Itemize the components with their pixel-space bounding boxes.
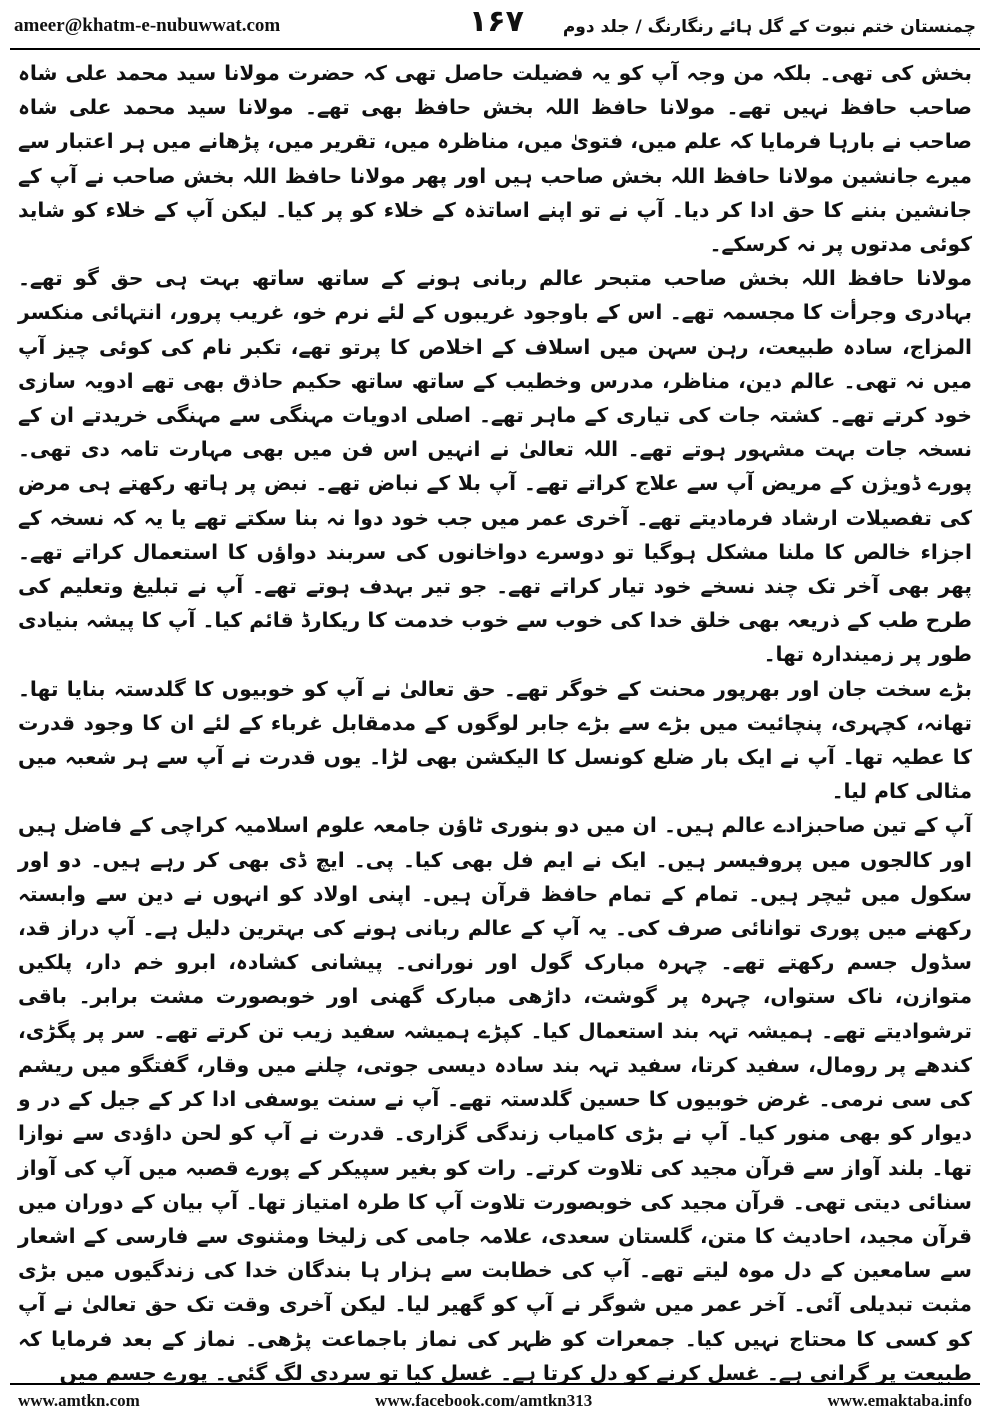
page-body [18,56,972,1385]
paragraph-1: بخش کی تھی۔ بلکہ من وجہ آپ کو یہ فضیلت حاصل تھی کہ حضرت مولانا سید محمد علی شاہ صاحب حافظ نہیں تھے۔ مولانا حافظ اللہ بخش حافظ بھی تھے۔ مولانا سید محمد علی شاہ صاحب نے بارہا فرمایا کہ علم میں، فتویٰ میں، مناظرہ میں، تقریر میں، پڑھانے میں ہر اعتبار سے میرے جانشین مولانا حافظ اللہ بخش صاحب ہیں اور پھر مولانا حافظ اللہ بخش صاحب نے آپ کے جانشین بننے کا حق ادا کر دیا۔ آپ نے تو اپنے اساتذہ کے خلاء کو پر کیا۔ لیکن آپ کے خلاء کو شاید کوئی مدتوں پر نہ کرسکے۔ [18,61,972,257]
footer-link-emaktaba[interactable]: www.emaktaba.info [827,1391,972,1410]
page-footer [18,1386,972,1416]
book-title: چمنستان ختم نبوت کے گل ہائے رنگارنگ / جلد دوم [562,16,976,37]
page-number: ۱۶۷ [469,4,524,39]
page-header [14,6,976,46]
paragraph-4: آپ کے تین صاحبزادے عالم ہیں۔ ان میں دو بنوری ٹاؤن جامعہ علوم اسلامیہ کراچی کے فاضل ہیں اور کالجوں میں پروفیسر ہیں۔ ایک نے ایم فل بھی کیا۔ پی۔ ایچ ڈی بھی کر رہے ہیں۔ دو اور سکول میں ٹیچر ہیں۔ تمام کے تمام حافظ قرآن ہیں۔ اپنی اولاد کو انہوں نے دین سے وابستہ رکھنے میں پوری توانائی صرف کی۔ یہ آپ کے عالم ربانی ہونے کی بہترین دلیل ہے۔ آپ دراز قد، سڈول جسم رکھتے تھے۔ چہرہ مبارک گول اور نورانی۔ پیشانی کشادہ، ابرو خم دار، پلکیں متوازن، ناک ستواں، چہرہ پر گوشت، داڑھی مبارک گھنی اور خوبصورت مشت برابر۔ باقی ترشوادیتے تھے۔ ہمیشہ تہہ بند استعمال کیا۔ کپڑے ہمیشہ سفید زیب تن کرتے تھے۔ سر پر پگڑی، کندھے پر رومال، سفید کرتا، سفید تہہ بند سادہ دیسی جوتی، چلنے میں وقار، گفتگو میں ریشم کی سی نرمی۔ غرض خوبیوں کا حسین گلدستہ تھے۔ آپ نے سنت یوسفی ادا کر کے جیل کے در و دیوار کو بھی منور کیا۔ آپ نے بڑی کامیاب زندگی گزاری۔ قدرت نے آپ کو لحن داؤدی سے نوازا تھا۔ بلند آواز سے قرآن مجید کی تلاوت کرتے۔ رات کو بغیر سپیکر کے پورے قصبہ میں آپ کی آواز سنائی دیتی تھی۔ قرآن مجید کی خوبصورت تلاوت آپ کا طرہ امتیاز تھا۔ آپ بیان کے دوران میں قرآن مجید، احادیث کا متن، گلستان سعدی، علامہ جامی کی زلیخا ومثنوی سے فارسی کے اشعار سے سامعین کے دل موہ لیتے تھے۔ آپ کی خطابت سے ہزار ہا بندگان خدا کی زندگیوں میں بڑی مثبت تبدیلی آئی۔ آخر عمر میں شوگر نے آپ کو گھیر لیا۔ لیکن آخری وقت تک حق تعالیٰ نے آپ کو کسی کا محتاج نہیں کیا۔ جمعرات کو ظہر کی نماز باجماعت پڑھی۔ نماز کے بعد فرمایا کہ طبیعت پر گرانی ہے۔ غسل کرنے کو دل کرتا ہے۔ غسل کیا تو سردی لگ گئی۔ پورے جسم میں [18,813,972,1385]
header-email: ameer@khatm-e-nubuwwat.com [14,15,281,36]
header-divider [10,48,980,50]
footer-link-amtkn[interactable]: www.amtkn.com [18,1391,140,1410]
footer-link-facebook[interactable]: www.facebook.com/amtkn313 [375,1391,593,1410]
paragraph-2: مولانا حافظ اللہ بخش صاحب متبحر عالم ربانی ہونے کے ساتھ ساتھ بہت ہی حق گو تھے۔ بہادری وجرأت کا مجسمہ تھے۔ اس کے باوجود غریبوں کے لئے نرم خو، غریب پرور، انتہائی منکسر المزاج، سادہ طبیعت، رہن سہن میں اسلاف کے اخلاص کا پرتو تھے، تکبر نام کی کوئی چیز آپ میں نہ تھی۔ عالم دین، مناظر، مدرس وخطیب کے ساتھ ساتھ حکیم حاذق بھی تھے ادویہ سازی خود کرتے تھے۔ کشتہ جات کی تیاری کے ماہر تھے۔ اصلی ادویات مہنگی سے مہنگی خریدتے ان کے نسخہ جات بہت مشہور ہوتے تھے۔ اللہ تعالیٰ نے انہیں اس فن میں بھی مہارت تامہ دی تھی۔ پورے ڈویژن کے مریض آپ سے علاج کراتے تھے۔ آپ بلا کے نباض تھے۔ نبض پر ہاتھ رکھتے ہی مرض کی تفصیلات ارشاد فرمادیتے تھے۔ آخری عمر میں جب خود دوا نہ بنا سکتے تھے یا یہ کہ نسخہ کے اجزاء خالص کا ملنا مشکل ہوگیا تو دوسرے دواخانوں کی سربند دواؤں کا استعمال کراتے تھے۔ پھر بھی آخر تک چند نسخے خود تیار کراتے تھے۔ جو تیر بہدف ہوتے تھے۔ آپ نے تبلیغ وتعلیم کی طرح طب کے ذریعہ بھی خلق خدا کی خوب سے خوب خدمت کا ریکارڈ قائم کیا۔ آپ کا پیشہ بنیادی طور پر زمیندارہ تھا۔ [18,266,972,667]
paragraph-3: بڑے سخت جان اور بھرپور محنت کے خوگر تھے۔ حق تعالیٰ نے آپ کو خوبیوں کا گلدستہ بنایا تھا۔ تھانہ، کچہری، پنچائیت میں بڑے سے بڑے جابر لوگوں کے مدمقابل غرباء کے لئے ان کا وجود قدرت کا عطیہ تھا۔ آپ نے ایک بار ضلع کونسل کا الیکشن بھی لڑا۔ یوں قدرت نے آپ سے ہر شعبہ میں مثالی کام لیا۔ [18,676,972,804]
footer-divider [10,1383,980,1385]
